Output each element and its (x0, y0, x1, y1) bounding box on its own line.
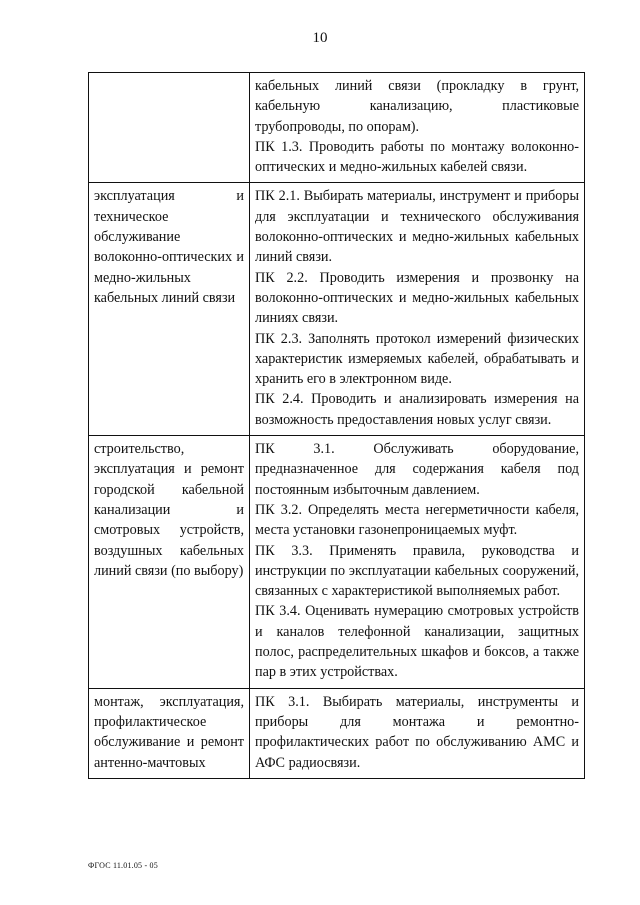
competency-text: ПК 3.1. Обслуживать оборудование, предназначенное для содержания кабеля под постоянным избыточным давлением. (255, 441, 579, 498)
competency-cell (250, 436, 585, 689)
competency-text: ПК 2.1. Выбирать материалы, инструмент и приборы для эксплуатации и технического обслуживания волоконно-оптических и медно-жильных кабельных линий связи. (255, 188, 579, 266)
competency-text: ПК 2.4. Проводить и анализировать измерения на возможность предоставления новых услуг связи. (255, 391, 579, 428)
activity-cell (89, 183, 250, 436)
table-row (89, 73, 585, 183)
competency-text: ПК 3.3. Применять правила, руководства и инструкции по эксплуатации кабельных сооружений, связанных с характеристикой выполняемых работ. (255, 542, 579, 600)
activity-text: строительство, эксплуатация и ремонт городской кабельной канализации и смотровых устройств, воздушных кабельных линий связи (по выбору) (94, 441, 244, 579)
page-number: 10 (312, 30, 328, 46)
competency-text: ПК 2.3. Заполнять протокол измерений физических характеристик измеряемых кабелей, обрабатывать и хранить его в электронном виде. (255, 330, 579, 388)
competency-text: ПК 1.3. Проводить работы по монтажу волоконно-оптических и медно-жильных кабелей связи. (255, 138, 579, 176)
competency-text: ПК 3.1. Выбирать материалы, инструменты и приборы для монтажа и ремонтно-профилактических работ по обслуживанию АМС и АФС радиосвязи. (255, 693, 579, 771)
competency-cell (250, 688, 585, 778)
competency-text: ПК 3.2. Определять места негерметичности кабеля, места установки газонепроницаемых муфт. (255, 501, 579, 539)
table-row (89, 436, 585, 689)
competency-cell (250, 183, 585, 436)
table-row (89, 183, 585, 436)
competency-table (88, 72, 585, 779)
competency-text: ПК 3.4. Оценивать нумерацию смотровых устройств и каналов телефонной канализации, защитных полос, распределительных шкафов и боксов, а также пар в этих устройствах. (255, 603, 579, 681)
activity-text: монтаж, эксплуатация, профилактическое обслуживание и ремонт антенно-мачтовых (94, 693, 244, 771)
activity-cell (89, 73, 250, 183)
activity-cell (89, 436, 250, 689)
table-row (89, 688, 585, 778)
competency-text: кабельных линий связи (прокладку в грунт, кабельную канализацию, пластиковые трубопроводы, по опорам). (255, 78, 579, 135)
activity-cell (89, 688, 250, 778)
competency-cell (250, 73, 585, 183)
document-code-footer: ФГОС 11.01.05 - 05 (88, 861, 158, 870)
activity-text: эксплуатация и техническое обслуживание волоконно-оптических и медно-жильных кабельных линий связи (94, 188, 244, 306)
competency-text: ПК 2.2. Проводить измерения и прозвонку на волоконно-оптических и медно-жильных кабельных линиях связи. (255, 269, 579, 327)
